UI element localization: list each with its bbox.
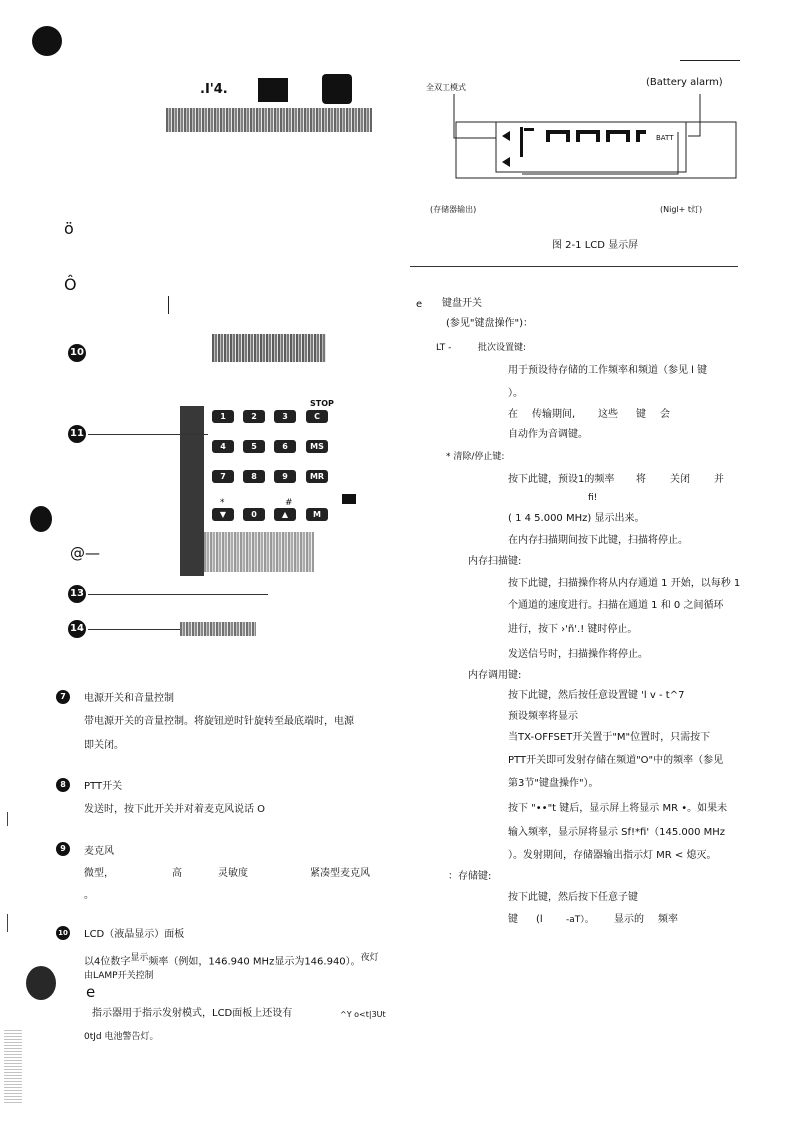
- callout-11: 11: [68, 425, 86, 443]
- sec-e-title: 键盘开关: [442, 298, 482, 309]
- store-body2c: -aT）。: [566, 915, 594, 925]
- recall-body2: 预设频率将显示: [508, 711, 578, 722]
- keypad-side-bar: [180, 406, 204, 576]
- lcd-batt-label: BATT: [656, 134, 674, 142]
- keypad-key: MS: [306, 440, 328, 453]
- sec9-body1b: 高: [172, 868, 182, 879]
- key-hash: #: [285, 498, 293, 508]
- sec10-body4: 0tJd 电池警告灯。: [84, 1032, 159, 1042]
- clear-body4: 在内存扫描期间按下此键，扫描将停止。: [508, 535, 688, 546]
- edge-smudge: [4, 1030, 22, 1104]
- keypad-key: 7: [212, 470, 234, 483]
- lcd-diagram: [440, 92, 740, 202]
- clear-body1d: 并: [714, 474, 724, 485]
- lt-body4: 自动作为音调键。: [508, 429, 588, 440]
- keypad-key: 3: [274, 410, 296, 423]
- keypad-key: 6: [274, 440, 296, 453]
- sec10-body1-sup: 显示: [130, 953, 149, 963]
- scan-body2: 个通道的速度进行。扫描在通道 1 和 0 之间循环: [508, 600, 724, 611]
- clear-body2: fi!: [588, 493, 598, 503]
- lt-body1: 用于预设待存储的工作频率和频道（参见 l 键: [508, 365, 708, 376]
- circle-8: 8: [56, 778, 70, 792]
- sec9-title: 麦克风: [84, 846, 114, 857]
- sec10-body2: 由LAMP开关控制: [84, 971, 154, 981]
- recall-body7: 输入频率，显示屏将显示 Sf!*fi'（145.000 MHz: [508, 827, 726, 838]
- label-night: (Nigl+ t灯): [660, 205, 703, 214]
- sec9-body1d: 紧凑型麦克风: [310, 868, 370, 879]
- lt-body3a: 在: [508, 409, 518, 420]
- store-body1: 按下此键，然后按下任意子键: [508, 892, 638, 903]
- scan-body1: 按下此键，扫描操作将从内存通道 1 开始，以每秒 1: [508, 578, 741, 589]
- recall-title: 内存调用键:: [468, 670, 522, 681]
- clear-body1c: 关闭: [670, 474, 690, 485]
- keypad-side-block: [342, 494, 356, 504]
- store-title: ：存储键:: [448, 871, 492, 882]
- clear-title: * 清除/停止键:: [446, 452, 505, 462]
- leader-13: [88, 594, 268, 595]
- sec-e-ref: (参见"键盘操作")：: [446, 318, 534, 329]
- label-duplex: 全双工模式: [426, 83, 466, 92]
- store-body2b: (l: [536, 914, 543, 925]
- radio-body-strip: [166, 108, 372, 132]
- recall-body5: 第3节"键盘操作"）。: [508, 778, 599, 789]
- edge-mark-2: [7, 914, 8, 932]
- clear-body3: ( 1 4 5.000 MHz) 显示出来。: [508, 513, 645, 524]
- keypad-key: 8: [243, 470, 265, 483]
- recall-body6: 按下 "••"t 键后，显示屏上将显示 MR •。如果未: [508, 803, 728, 814]
- store-body2d: 显示的: [614, 914, 644, 925]
- scan-title: 内存扫描键:: [468, 556, 522, 567]
- keypad-key: M: [306, 508, 328, 521]
- symbol-o-circumflex: Ô: [64, 275, 77, 294]
- top-rule: [680, 60, 740, 61]
- fig-caption: 图 2-1 LCD 显示屏: [552, 240, 639, 251]
- sec10-body1-b: 频率（例如，146.940 MHz显示为146.940）。: [148, 956, 361, 968]
- scan-body3: 进行，按下 ›'ñ'.! 键时停止。: [508, 624, 638, 635]
- keypad-key: 5: [243, 440, 265, 453]
- lt-title: 批次设置键:: [478, 343, 527, 353]
- scan-blot-bottom: [26, 966, 56, 1000]
- sec-e-marker: e: [416, 299, 423, 310]
- sec10-body3: 指示器用于指示发射模式，LCD面板上还设有: [92, 1008, 293, 1019]
- keypad-key: ▲: [274, 508, 296, 521]
- sec10-body1-a: 以4位数字: [84, 956, 131, 968]
- sec7-body1: 带电源开关的音量控制。将旋钮逆时针旋转至最底端时，电源: [84, 716, 354, 727]
- sec9-body2: 。: [84, 890, 94, 901]
- keypad-key: C: [306, 410, 328, 423]
- leader-11: [88, 434, 208, 435]
- vertical-tick: [168, 296, 169, 314]
- leader-14: [88, 629, 180, 630]
- scan-blot-top: [32, 26, 62, 56]
- recall-body1: 按下此键，然后按任意设置键 'l v - t^7: [508, 690, 685, 701]
- label-battery: (Battery alarm): [646, 77, 723, 88]
- sec10-title: LCD（液晶显示）面板: [84, 929, 185, 940]
- sec8-title: PTT开关: [84, 781, 123, 792]
- sec9-body1a: 微型，: [84, 868, 114, 879]
- lt-label: LT -: [436, 343, 452, 353]
- lt-body2: ）。: [508, 388, 523, 399]
- callout-14: 14: [68, 620, 86, 638]
- edge-mark-1: [7, 812, 8, 826]
- store-body2e: 频率: [658, 914, 678, 925]
- stop-label: STOP: [310, 399, 334, 408]
- keypad-key: 4: [212, 440, 234, 453]
- keypad-key: 1: [212, 410, 234, 423]
- scan-body4: 发送信号时，扫描操作将停止。: [508, 649, 648, 660]
- clear-body1a: 按下此键，预设1的频率: [508, 474, 615, 485]
- sec10-e: e: [86, 983, 96, 1001]
- keypad-key: MR: [306, 470, 328, 483]
- circle-9: 9: [56, 842, 70, 856]
- sec8-body: 发送时，按下此开关并对着麦克风说话 O: [84, 804, 266, 815]
- lt-body3b: 传输期间,: [532, 409, 576, 420]
- keypad-key: 9: [274, 470, 296, 483]
- keypad-key: 0: [243, 508, 265, 521]
- circle-7: 7: [56, 690, 70, 704]
- knob-left: [258, 78, 288, 102]
- sec9-body1c: 灵敏度: [218, 868, 248, 879]
- sec10-body1: [84, 952, 379, 968]
- clear-body1b: 将: [636, 474, 646, 485]
- keypad-bottom-strip: [204, 532, 314, 572]
- keypad-key: 2: [243, 410, 265, 423]
- lt-body3c: 这些: [598, 409, 618, 420]
- scan-blot-mid: [30, 506, 52, 532]
- lcd-photo: [212, 334, 326, 362]
- key-star: *: [220, 498, 225, 508]
- knob-right: [322, 74, 352, 104]
- section-rule: [410, 266, 738, 267]
- callout-14-strip: [180, 622, 256, 636]
- lt-body3d: 键: [636, 409, 646, 420]
- recall-body3: 当TX-OFFSET开关置于"M"位置时，只需按下: [508, 732, 711, 743]
- recall-body8: ）。发射期间，存储器输出指示灯 MR < 熄灭。: [508, 850, 717, 861]
- callout-10: 10: [68, 344, 86, 362]
- recall-body4: PTT开关即可发射存储在频道"O"中的频率（参见: [508, 755, 724, 766]
- sec10-body3-tail: ^Y o<t|3Ut: [340, 1010, 386, 1019]
- symbol-o-umlaut: ö: [64, 219, 74, 238]
- circle-10: 10: [56, 926, 70, 940]
- fig-top-text: .I'4.: [200, 82, 228, 97]
- keypad-key: ▼: [212, 508, 234, 521]
- lt-body3e: 会: [660, 409, 670, 420]
- store-body2a: 键: [508, 914, 518, 925]
- sec7-body2: 即关闭。: [84, 740, 124, 751]
- callout-13: 13: [68, 585, 86, 603]
- sec7-title: 电源开关和音量控制: [84, 693, 174, 704]
- label-memory: (存储器输出): [430, 205, 477, 214]
- sec10-body1-tail: 夜灯: [360, 953, 379, 963]
- symbol-at: @—: [70, 544, 100, 562]
